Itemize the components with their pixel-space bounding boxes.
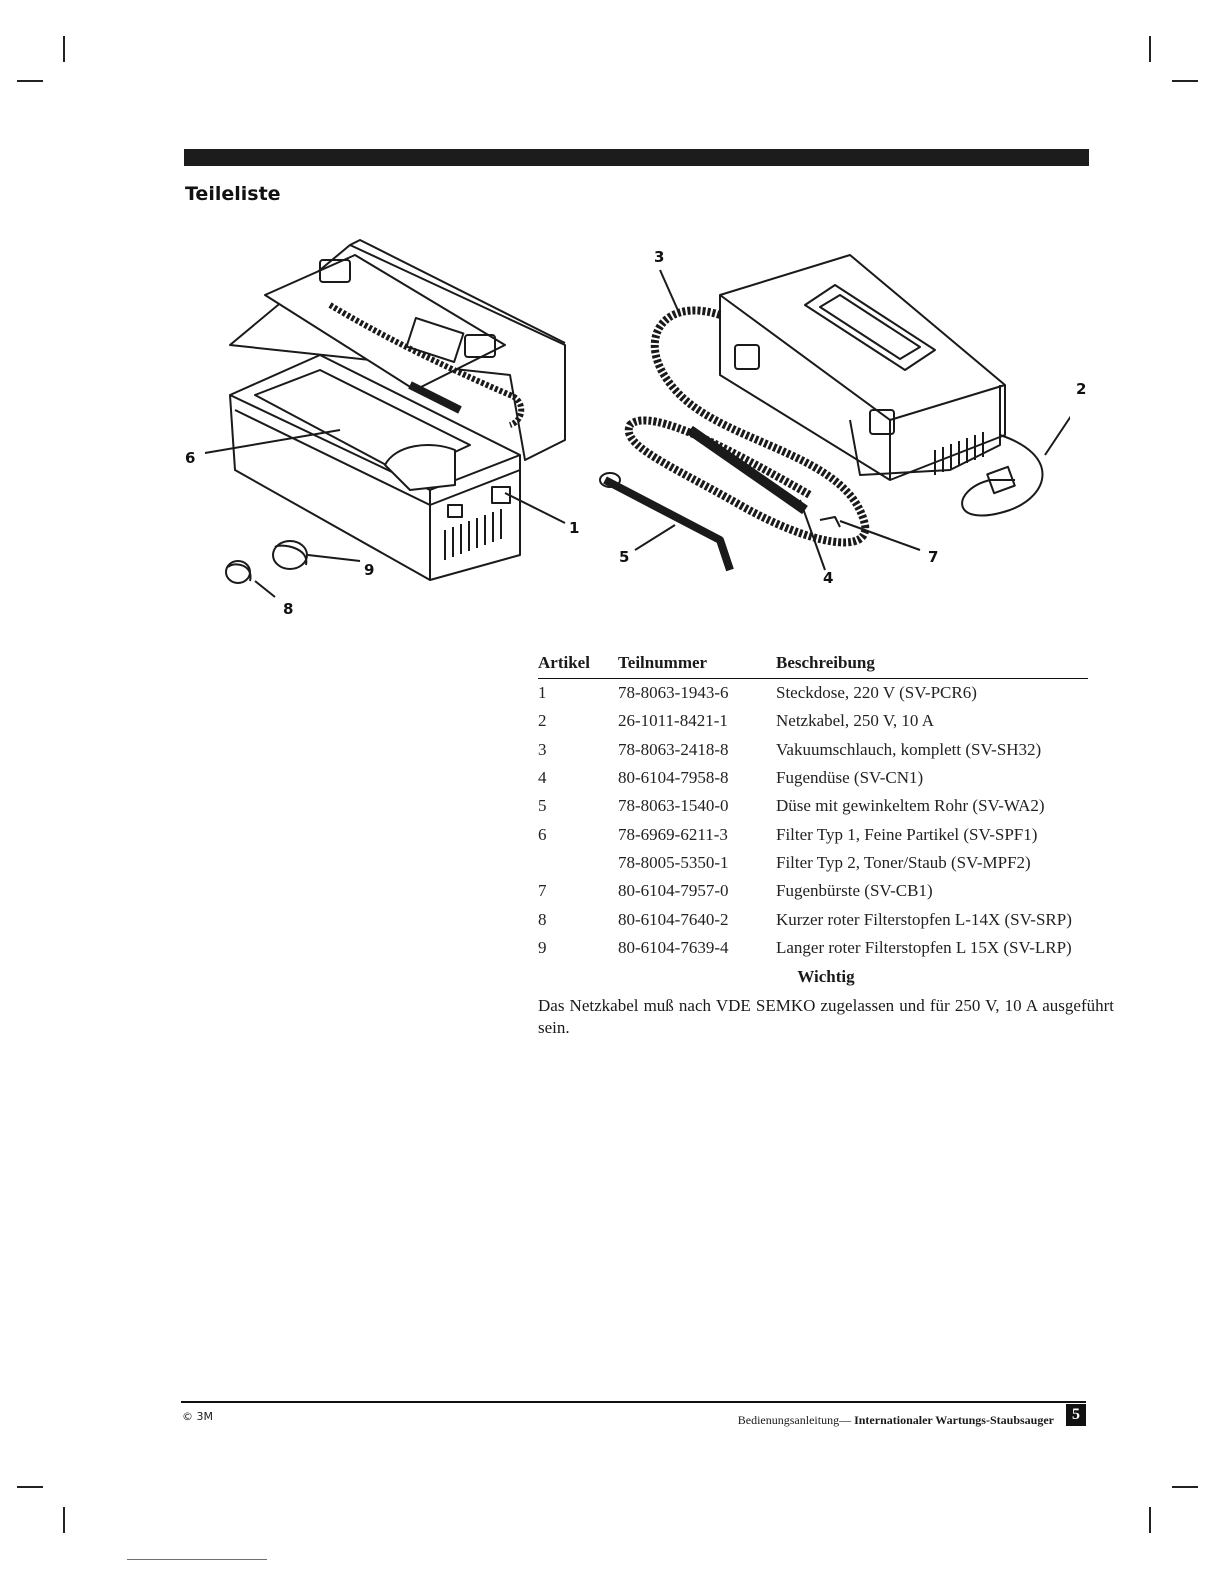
footer-rule (181, 1401, 1086, 1403)
crop-mark (17, 80, 43, 82)
part-number: 26-1011-8421-1 (618, 711, 728, 731)
crop-mark (1172, 1486, 1198, 1488)
item-number (538, 849, 618, 877)
callout-8: 8 (283, 600, 294, 618)
table-header-row (538, 652, 1088, 679)
parts-table (538, 652, 1088, 962)
item-number: 2 (538, 711, 547, 731)
callout-3: 3 (654, 248, 665, 266)
part-number: 78-8005-5350-1 (618, 852, 729, 872)
part-number: 78-8063-1540-0 (618, 796, 729, 816)
crop-mark (1149, 36, 1151, 62)
callout-6: 6 (185, 449, 196, 467)
blue-rule (127, 1559, 267, 1560)
table-row (538, 877, 1088, 905)
table-row (538, 905, 1088, 933)
part-number: 78-6969-6211-3 (618, 824, 728, 844)
footer-manual-name: Internationaler Wartungs-Staubsauger (854, 1413, 1054, 1427)
part-description: Düse mit gewinkeltem Rohr (SV-WA2) (776, 796, 1045, 816)
part-description: Kurzer roter Filterstopfen L-14X (SV-SRP) (776, 909, 1072, 929)
table-row (538, 679, 1088, 708)
item-number: 5 (538, 796, 547, 816)
crop-mark (1172, 80, 1198, 82)
part-description: Fugenbürste (SV-CB1) (776, 881, 933, 901)
part-number: 80-6104-7639-4 (618, 937, 729, 957)
footer-manual-prefix: Bedienungsanleitung— (737, 1413, 852, 1427)
part-description: Filter Typ 2, Toner/Staub (SV-MPF2) (776, 852, 1031, 872)
item-number: 3 (538, 739, 547, 759)
callout-5: 5 (619, 548, 630, 566)
footer-manual-title (738, 1413, 1054, 1428)
callout-9: 9 (364, 561, 375, 579)
item-number: 8 (538, 909, 547, 929)
table-row (538, 792, 1088, 820)
table-row (538, 707, 1088, 735)
table-row (538, 820, 1088, 848)
callout-7: 7 (928, 548, 939, 566)
part-description: Steckdose, 220 V (SV-PCR6) (776, 683, 977, 703)
callout-1: 1 (569, 519, 580, 537)
item-number: 4 (538, 768, 547, 788)
part-description: Fugendüse (SV-CN1) (776, 768, 924, 788)
table-row (538, 849, 1088, 877)
part-description: Filter Typ 1, Feine Partikel (SV-SPF1) (776, 824, 1038, 844)
item-number: 1 (538, 683, 547, 703)
column-header-artikel: Artikel (538, 652, 618, 679)
part-number: 80-6104-7958-8 (618, 768, 729, 788)
section-header-bar (184, 149, 1089, 166)
part-number: 80-6104-7957-0 (618, 881, 729, 901)
part-description: Vakuumschlauch, komplett (SV-SH32) (776, 739, 1042, 759)
crop-mark (63, 1507, 65, 1533)
crop-mark (63, 36, 65, 62)
copyright: © 3M (182, 1410, 213, 1423)
notice-heading: Wichtig (797, 967, 855, 986)
vacuum-open-illustration (180, 225, 580, 625)
notice-text: Das Netzkabel muß nach VDE SEMKO zugelassen und für 250 V, 10 A ausgeführt sein. (538, 996, 1114, 1037)
table-row (538, 764, 1088, 792)
part-description: Langer roter Filterstopfen L 15X (SV-LRP) (776, 937, 1072, 957)
item-number: 6 (538, 824, 547, 844)
callout-2: 2 (1076, 380, 1087, 398)
part-number: 78-8063-1943-6 (618, 683, 729, 703)
part-number: 78-8063-2418-8 (618, 739, 729, 759)
crop-mark (17, 1486, 43, 1488)
part-number: 80-6104-7640-2 (618, 909, 729, 929)
item-number: 7 (538, 881, 547, 901)
column-header-teilnummer: Teilnummer (618, 652, 776, 679)
item-number: 9 (538, 937, 547, 957)
part-description: Netzkabel, 250 V, 10 A (776, 711, 935, 731)
page-number: 5 (1066, 1404, 1086, 1426)
page-title: Teileliste (185, 183, 281, 205)
table-row (538, 736, 1088, 764)
table-row (538, 934, 1088, 962)
callout-4: 4 (823, 569, 834, 587)
vacuum-closed-illustration (590, 225, 1070, 605)
crop-mark (1149, 1507, 1151, 1533)
column-header-beschreibung: Beschreibung (776, 652, 1088, 679)
